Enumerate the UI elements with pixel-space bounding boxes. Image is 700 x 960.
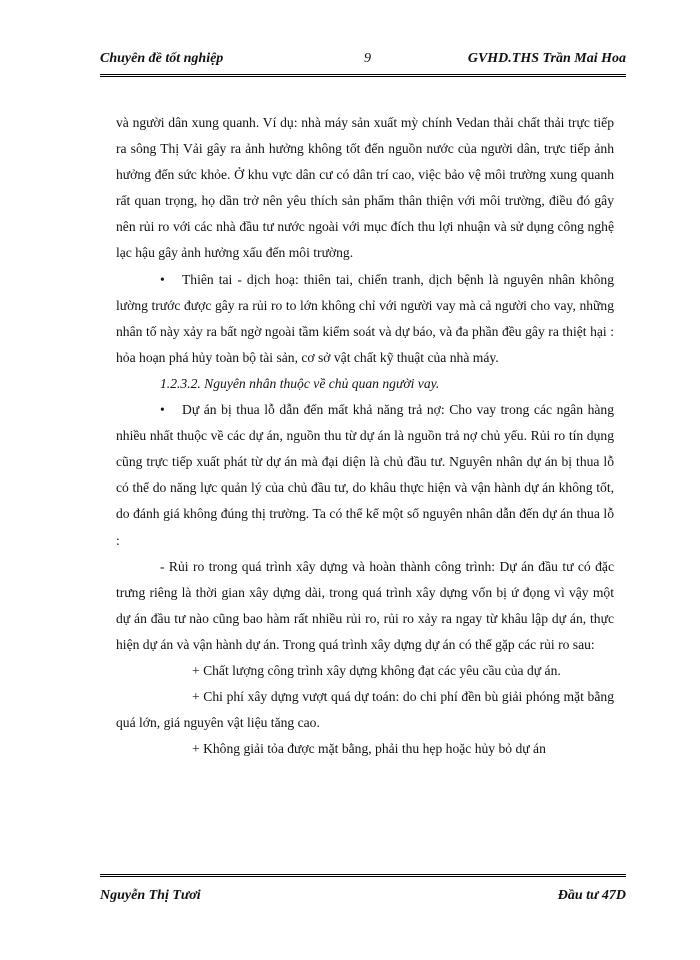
page-number: 9 [364, 51, 371, 66]
header-advisor: GVHD.THS Trần Mai Hoa [467, 51, 626, 66]
footer-class: Đầu tư 47D [557, 888, 626, 903]
bullet-project-loss [116, 397, 614, 554]
sub-item-quality: + Chất lượng công trình xây dựng không đạt các yêu cầu của dự án. [192, 662, 561, 678]
bullet-text: Thiên tai - dịch hoạ: thiên tai, chiến tranh, dịch bệnh là nguyên nhân không lường trước được gây ra rủi ro to lớn không chỉ với người vay mà cả người cho vay, những nhân tố này xảy ra bất ngờ ngoài tầm kiểm soát và dự báo, và đa phần đều gây ra thiệt hại : hỏa hoạn phá hủy toàn bộ tài sản, cơ sở vật chất kỹ thuật của nhà máy. [116, 271, 614, 365]
bullet-natural-disaster [116, 267, 614, 371]
header-title: Chuyên đề tốt nghiệp [100, 51, 224, 66]
page-header [100, 48, 626, 72]
sub-item-cost: + Chi phí xây dựng vượt quá dự toán: do chi phí đền bù giải phóng mặt bằng quá lớn, giá nguyên vật liệu tăng cao. [116, 689, 614, 731]
page-body [116, 110, 614, 762]
sub-item-site-clearance: + Không giải tỏa được mặt bằng, phải thu hẹp hoặc hủy bỏ dự án [192, 741, 546, 757]
bullet-icon: • [160, 402, 165, 418]
bullet-icon: • [160, 271, 165, 287]
paragraph-environment: và người dân xung quanh. Ví dụ: nhà máy sản xuất mỳ chính Vedan thải chất thải trực tiếp ra sông Thị Vải gây ra ảnh hưởng không tốt đến nguồn nước của người dân, trực tiếp ảnh hưởng đến sức khỏe. Ở khu vực dân cư có dân trí cao, việc bảo vệ môi trường xung quanh rất quan trọng, họ dần trở nên yêu thích sản phẩm thân thiện với môi trường, điều đó gây nên rủi ro với các nhà đầu tư nước ngoài với mục đích thu lợi nhuận và sử dụng công nghệ lạc hậu gây ảnh hưởng xấu đến môi trường. [116, 115, 614, 261]
paragraph-construction-risk: - Rủi ro trong quá trình xây dựng và hoàn thành công trình: Dự án đầu tư có đặc trưng riêng là thời gian xây dựng dài, trong quá trình xây dựng vốn bị ứ đọng vì vậy một dự án đầu tư nào cũng bao hàm rất nhiều rủi ro, rủi ro xảy ra ngay từ khâu lập dự án, thực hiện dự án và vận hành dự án. Trong quá trình xây dựng dự án có thể gặp các rủi ro sau: [116, 558, 614, 652]
section-heading: 1.2.3.2. Nguyên nhân thuộc về chủ quan người vay. [160, 375, 440, 391]
footer-divider [100, 874, 626, 877]
bullet-text: Dự án bị thua lỗ dẫn đến mất khả năng trả nợ: Cho vay trong các ngân hàng nhiều nhất thuộc về các dự án, nguồn thu từ dự án là nguồn trả nợ chủ yếu. Rủi ro tín dụng cũng trực tiếp xuất phát từ dự án mà đại diện là chủ đầu tư. Nguyên nhân dự án bị thua lỗ có thể do năng lực quản lý của chủ đầu tư, do khâu thực hiện và vận hành dự án không tốt, do đánh giá không đúng thị trường. Ta có thể kể một số nguyên nhân dẫn đến dự án thua lỗ : [116, 402, 614, 548]
page-footer [100, 884, 626, 908]
header-divider [100, 74, 626, 77]
footer-author: Nguyễn Thị Tươi [100, 888, 201, 903]
